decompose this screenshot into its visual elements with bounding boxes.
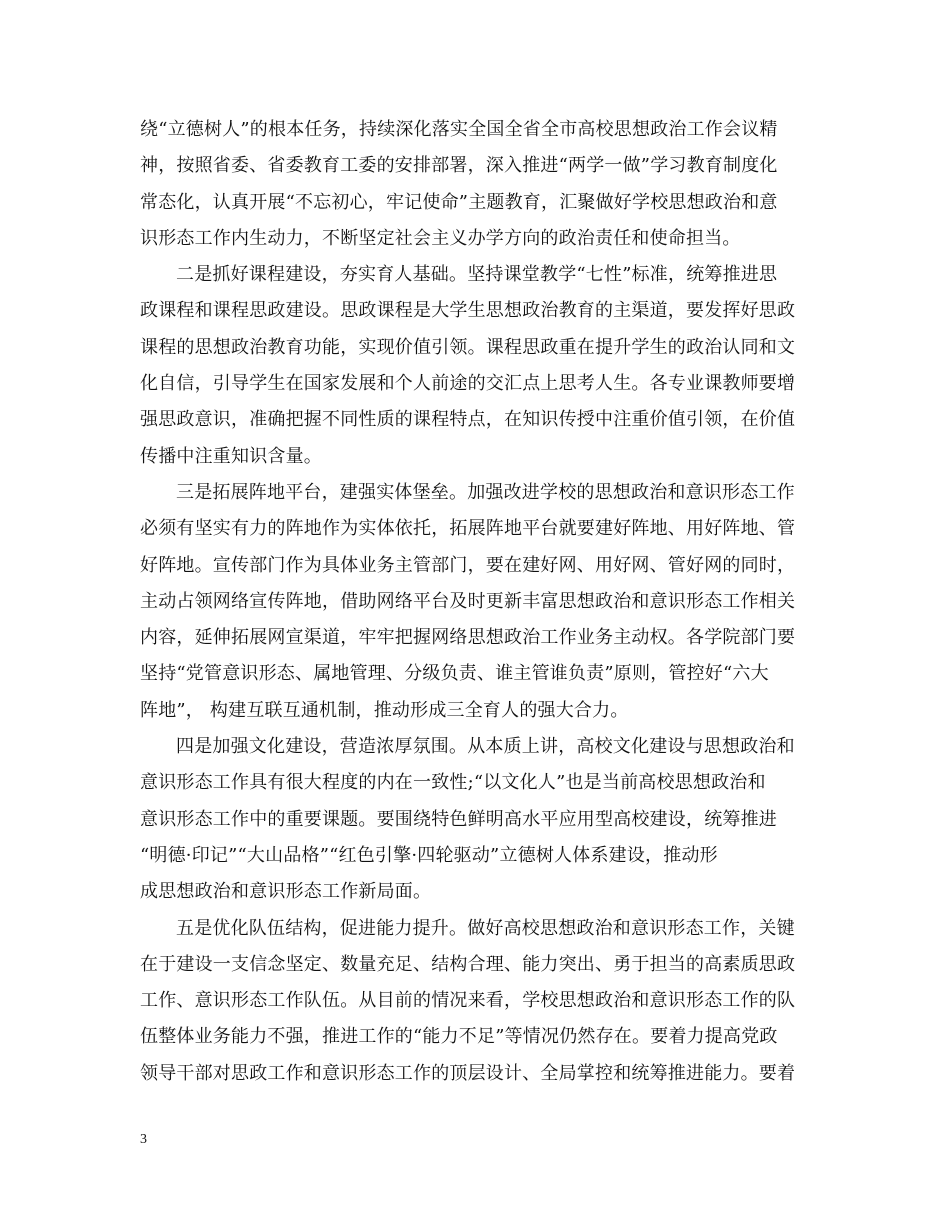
text-line: 传播中注重知识含量。 — [140, 445, 322, 467]
text-line: 意识形态工作具有很大程度的内在一致性;“以文化人”也是当前高校思想政治和 — [140, 772, 766, 794]
paragraph-start-line: 三是拓展阵地平台，建强实体堡垒。加强改进学校的思想政治和意识形态工作 — [176, 481, 795, 503]
text-line: 识形态工作内生动力，不断坚定社会主义办学方向的政治责任和使命担当。 — [140, 227, 741, 249]
text-line: 内容，延伸拓展网宣渠道，牢牢把握网络思想政治工作业务主动权。各学院部门要 — [140, 627, 796, 649]
text-line: 伍整体业务能力不强，推进工作的“能力不足”等情况仍然存在。要着力提高党政 — [140, 1026, 778, 1048]
text-line: 意识形态工作中的重要课题。要围绕特色鲜明高水平应用型高校建设，统筹推进 — [140, 808, 777, 830]
text-line: 化自信，引导学生在国家发展和个人前途的交汇点上思考人生。各专业课教师要增 — [140, 373, 796, 395]
paragraph-start-line: 四是加强文化建设，营造浓厚氛围。从本质上讲，高校文化建设与思想政治和 — [176, 736, 795, 758]
page-number: 3 — [140, 1132, 147, 1147]
body-text — [140, 112, 815, 1092]
text-line: 课程的思想政治教育功能，实现价值引领。课程思政重在提升学生的政治认同和文 — [140, 336, 796, 358]
paragraph-start-line: 二是抓好课程建设，夯实育人基础。坚持课堂教学“七性”标准，统筹推进思 — [176, 264, 778, 286]
text-line: 绕“立德树人”的根本任务，持续深化落实全国全省全市高校思想政治工作会议精 — [140, 119, 778, 140]
text-line: 坚持“党管意识形态、属地管理、分级负责、谁主管谁负责”原则，管控好“六大 — [140, 663, 769, 685]
text-line: 阵地”， 构建互联互通机制，推动形成三全育人的强大合力。 — [140, 699, 629, 721]
text-line: 必须有坚实有力的阵地作为实体依托，拓展阵地平台就要建好阵地、用好阵地、管 — [140, 518, 796, 540]
text-line: 主动占领网络宣传阵地，借助网络平台及时更新丰富思想政治和意识形态工作相关 — [140, 590, 796, 612]
text-line: 神，按照省委、省委教育工委的安排部署，深入推进“两学一做”学习教育制度化 — [140, 155, 778, 177]
text-line: 领导干部对思政工作和意识形态工作的顶层设计、全局掌控和统筹推进能力。要着 — [140, 1062, 796, 1084]
text-line: 成思想政治和意识形态工作新局面。 — [140, 881, 432, 903]
text-line: 好阵地。宣传部门作为具体业务主管部门，要在建好网、用好网、管好网的同时， — [140, 554, 796, 576]
text-line: 政课程和课程思政建设。思政课程是大学生思想政治教育的主渠道，要发挥好思政 — [140, 300, 796, 322]
text-line: 常态化，认真开展“不忘初心，牢记使命”主题教育，汇聚做好学校思想政治和意 — [140, 191, 778, 213]
text-line: 在于建设一支信念坚定、数量充足、结构合理、能力突出、勇于担当的高素质思政 — [140, 953, 796, 975]
text-line: 强思政意识，准确把握不同性质的课程特点，在知识传授中注重价值引领，在价值 — [140, 409, 796, 431]
text-line: 工作、意识形态工作队伍。从目前的情况来看，学校思想政治和意识形态工作的队 — [140, 990, 796, 1012]
paragraph-start-line: 五是优化队伍结构，促进能力提升。做好高校思想政治和意识形态工作，关键 — [176, 917, 795, 939]
text-line: “明德·印记”“大山品格”“红色引擎·四轮驱动”立德树人体系建设，推动形 — [140, 844, 718, 866]
